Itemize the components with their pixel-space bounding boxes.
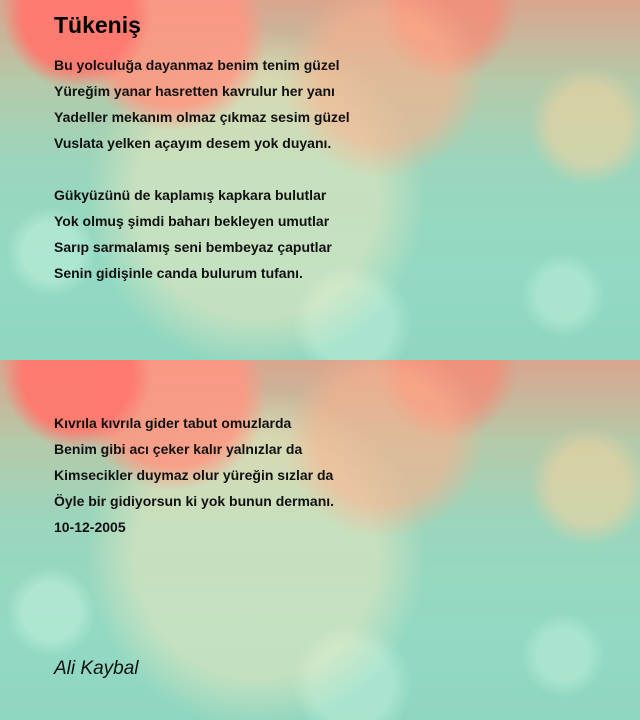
poem-line: Öyle bir gidiyorsun ki yok bunun dermanı. <box>54 493 335 509</box>
poem-line: Kimsecikler duymaz olur yüreğin sızlar da <box>54 467 334 483</box>
poem-line: Benim gibi acı çeker kalır yalnızlar da <box>54 441 303 457</box>
poem-line: Senin gidişinle canda bulurum tufanı. <box>54 265 303 281</box>
stanza-2 <box>54 182 332 286</box>
poem-line: Yüreğim yanar hasretten kavrulur her yanı <box>54 83 335 99</box>
poem-line: Gükyüzünü de kaplamış kapkara bulutlar <box>54 187 327 203</box>
poem-card-bottom <box>0 360 640 720</box>
poem-line: Yok olmuş şimdi baharı bekleyen umutlar <box>54 213 330 229</box>
poem-title: Tükeniş <box>54 12 141 38</box>
poem-line: Bu yolculuğa dayanmaz benim tenim güzel <box>54 57 340 73</box>
poem-line: Kıvrıla kıvrıla gider tabut omuzlarda <box>54 415 292 431</box>
stanza-3 <box>54 410 334 540</box>
stanza-1 <box>54 52 350 156</box>
poem-line: Vuslata yelken açayım desem yok duyanı. <box>54 135 332 151</box>
poem-author: Ali Kaybal <box>54 658 139 679</box>
poem-date: 10-12-2005 <box>54 519 126 535</box>
poem-line: Yadeller mekanım olmaz çıkmaz sesim güzel <box>54 109 350 125</box>
poem-line: Sarıp sarmalamış seni bembeyaz çaputlar <box>54 239 332 255</box>
